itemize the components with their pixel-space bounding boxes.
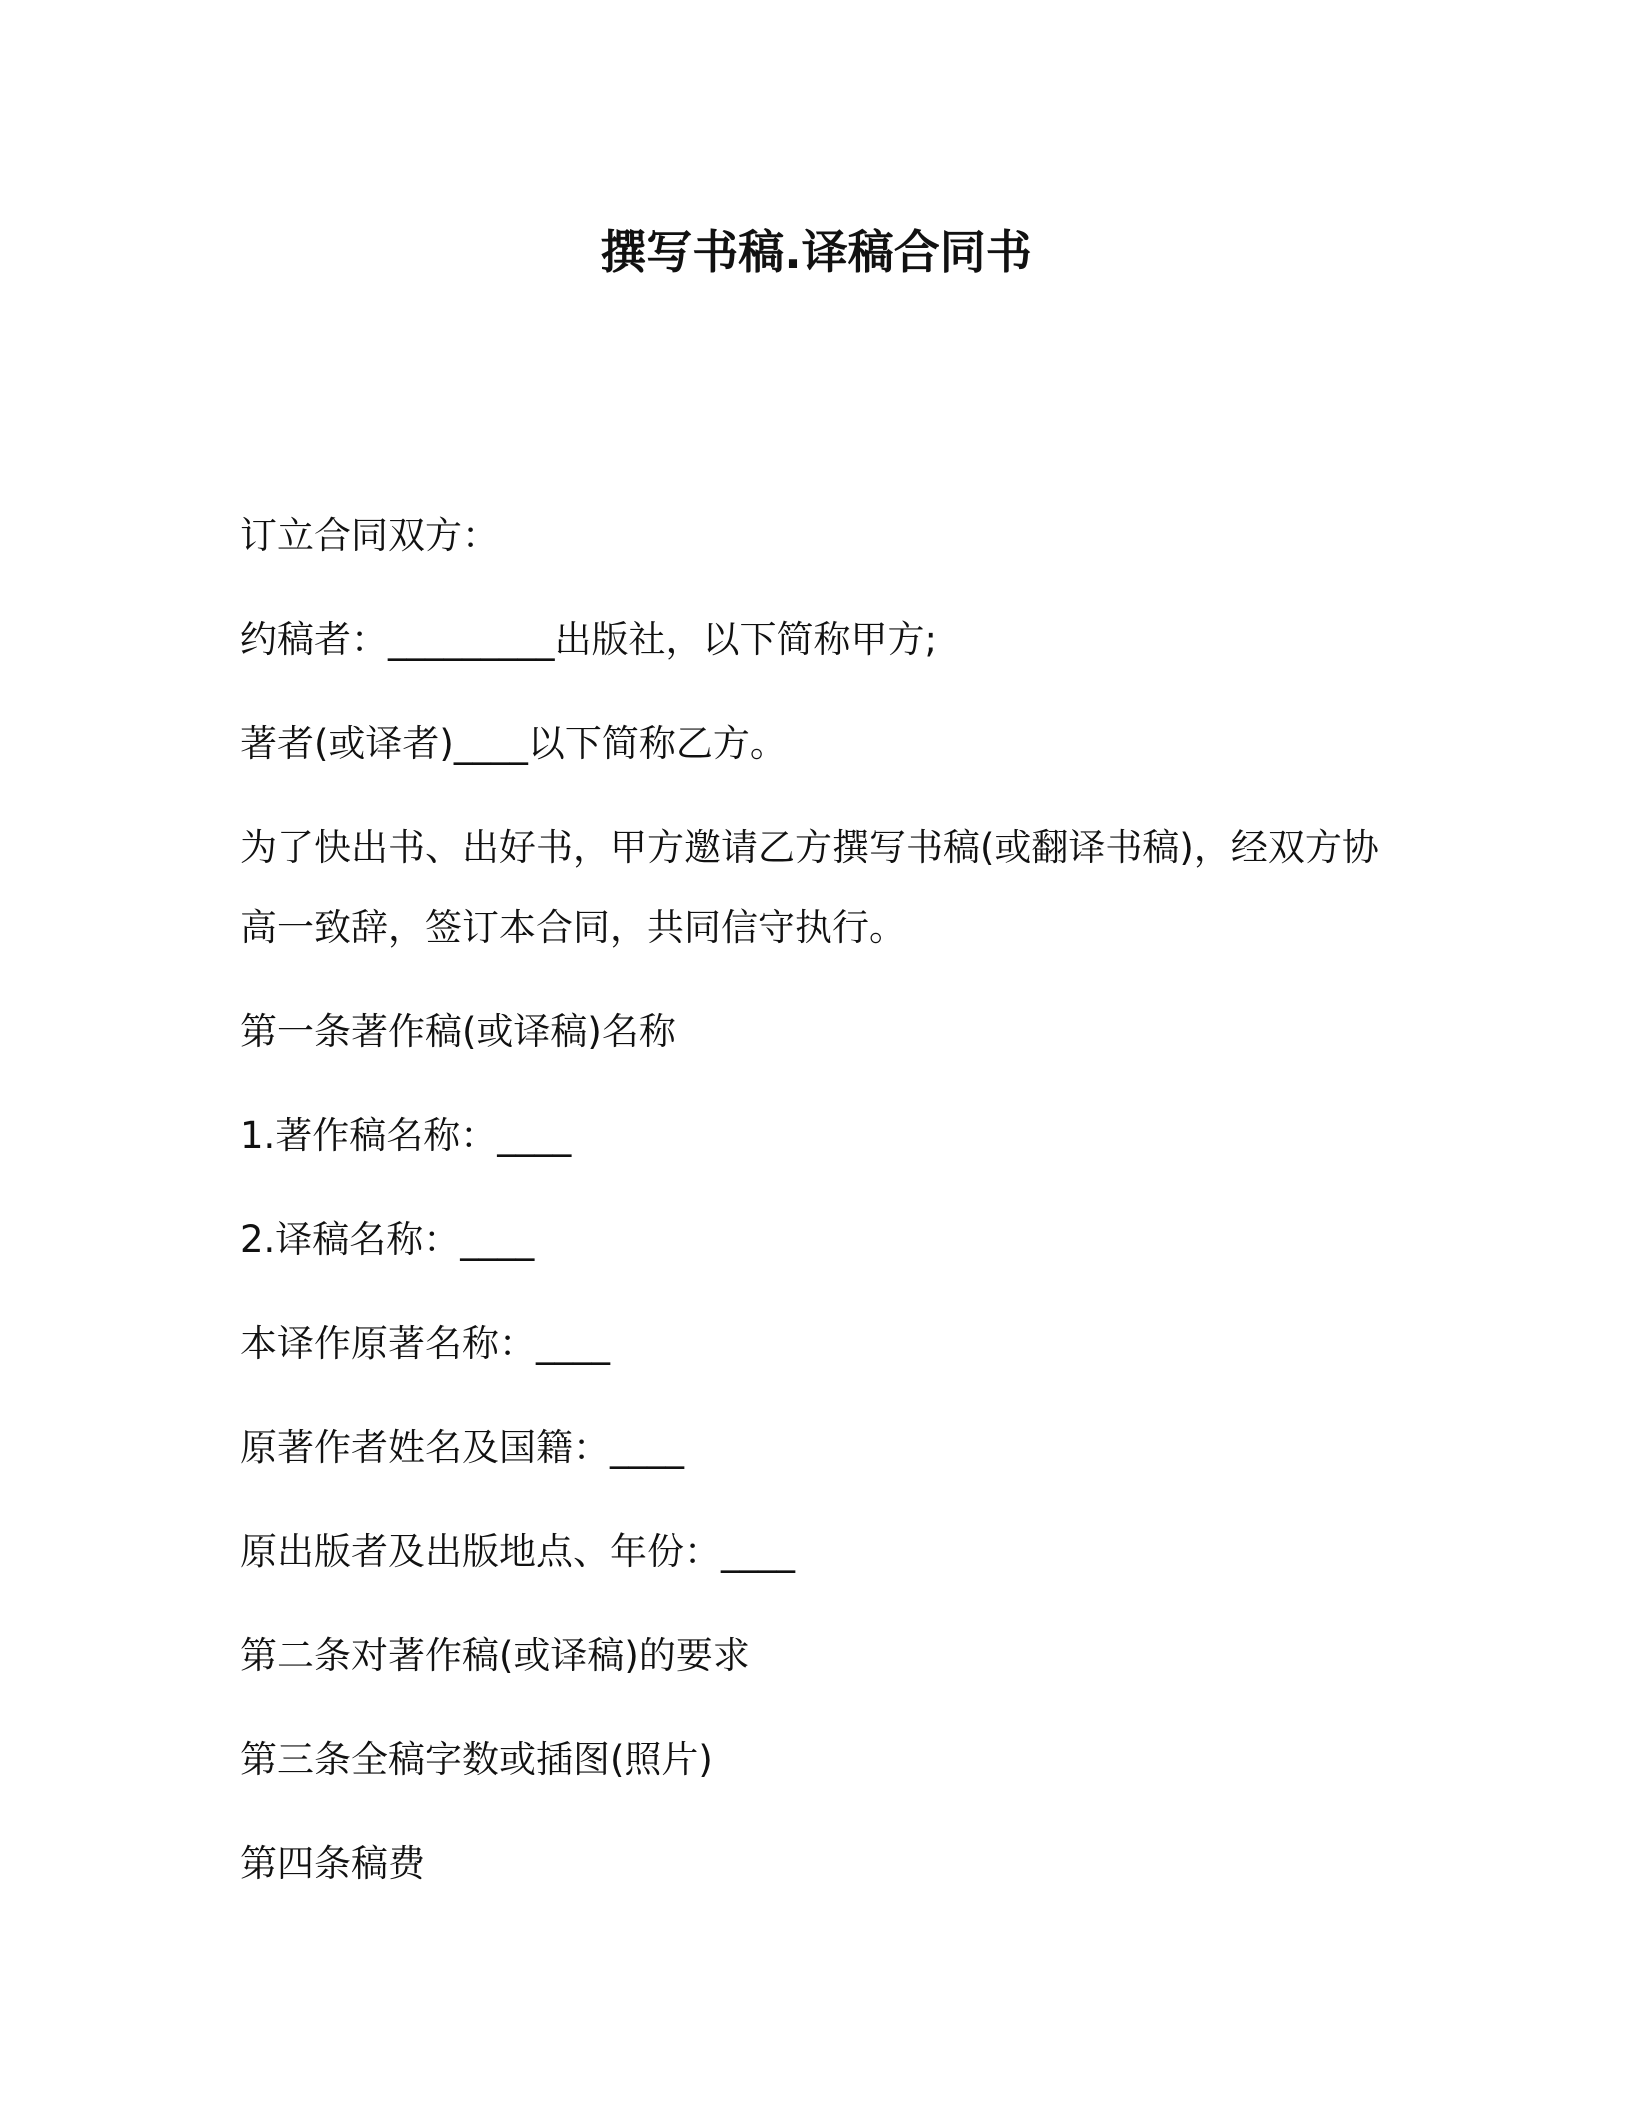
original-work-name: 本译作原著名称：____ xyxy=(240,1322,610,1365)
paragraph-party-a: 约稿者：_________出版社，以下简称甲方; xyxy=(240,618,937,661)
article-1-item-1: 1.著作稿名称：____ xyxy=(240,1114,572,1157)
article-1-heading: 第一条著作稿(或译稿)名称 xyxy=(240,1010,676,1053)
paragraph-party-b: 著者(或译者)____以下简称乙方。 xyxy=(240,722,787,765)
document-body xyxy=(240,496,1390,1928)
article-2-heading: 第二条对著作稿(或译稿)的要求 xyxy=(240,1634,750,1677)
paragraph-preamble: 为了快出书、出好书，甲方邀请乙方撰写书稿(或翻译书稿)，经双方协高一致辞，签订本合同，共同信守执行。 xyxy=(240,826,1379,949)
article-1-item-2: 2.译稿名称：____ xyxy=(240,1218,535,1261)
original-publisher-info: 原出版者及出版地点、年份：____ xyxy=(240,1530,795,1573)
original-author-info: 原著作者姓名及国籍：____ xyxy=(240,1426,684,1469)
document-title: 撰写书稿.译稿合同书 xyxy=(600,225,1032,279)
article-3-heading: 第三条全稿字数或插图(照片) xyxy=(240,1738,713,1781)
paragraph-parties: 订立合同双方： xyxy=(240,514,499,557)
article-4-heading: 第四条稿费 xyxy=(240,1842,425,1885)
